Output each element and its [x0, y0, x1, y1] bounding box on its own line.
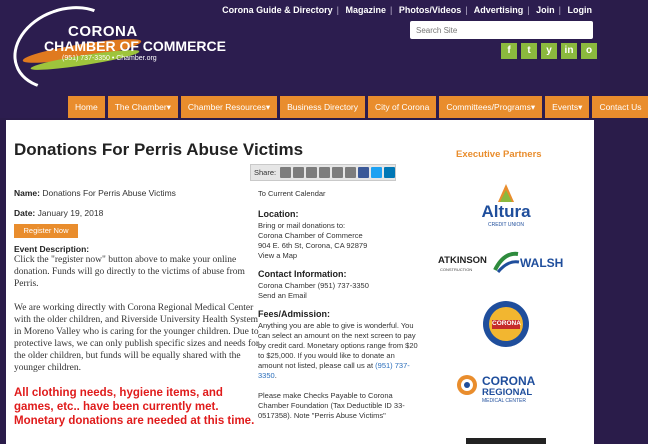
nav-chamber-resources[interactable]: Chamber Resources▾ [181, 96, 277, 118]
altura-logo[interactable] [436, 180, 576, 230]
top-link-guide[interactable]: Corona Guide & Directory [222, 5, 333, 15]
event-name-row [14, 188, 176, 198]
search-input[interactable] [410, 21, 593, 39]
fees-text: Anything you are able to give is wonderful. You can select an amount on the next screen to pay by credit card. Monetary options range from $20 to $25,000. If you would like to donate an amount not listed, please call us at (951) 737-3350. [258, 321, 418, 380]
share-label: Share: [254, 168, 277, 177]
bookmark-icon[interactable] [332, 167, 343, 178]
yelp-icon[interactable]: y [541, 43, 557, 59]
main-content [6, 120, 594, 444]
atkinson-sub: CONSTRUCTION [440, 267, 473, 272]
date-label: Date: [14, 208, 36, 218]
send-email-link[interactable]: Send an Email [258, 291, 307, 300]
checks-text: Please make Checks Payable to Corona Chamber Foundation (Tax Deductible ID 33-0517358). Note "Perris Abuse Victims" [258, 391, 405, 420]
share-toolbar [250, 164, 396, 181]
print-icon[interactable] [280, 167, 291, 178]
top-link-join[interactable]: Join [536, 5, 555, 15]
description-paragraph-2: We are working directly with Corona Regional Medical Center with the older children, and Riverside University Health System in Moreno Valley who is caring for the younger children. Due to protective laws, we can only publish specific sizes and needs for the older children, but funds will be equally shared with the younger children. [14, 303, 260, 373]
nav-committees-programs[interactable]: Committees/Programs▾ [439, 96, 542, 118]
contact-block [258, 269, 418, 301]
site-header [0, 0, 642, 118]
twitter-icon[interactable]: t [521, 43, 537, 59]
linkedin-share-icon[interactable] [384, 167, 395, 178]
link-icon[interactable] [345, 167, 356, 178]
nav-the-chamber[interactable]: The Chamber▾ [108, 96, 178, 118]
crmc-name: CORONA [482, 374, 536, 388]
main-nav [68, 96, 648, 118]
location-heading: Location: [258, 209, 299, 219]
fees-block [258, 309, 418, 381]
altura-sub: CREDIT UNION [487, 222, 525, 228]
nav-business-directory[interactable]: Business Directory [280, 96, 365, 118]
alert-note: All clothing needs, hygiene items, and games, etc.. have been currently met. Monetary donations are needed at this time. [14, 387, 255, 427]
email-icon[interactable] [293, 167, 304, 178]
page-title: Donations For Perris Abuse Victims [14, 140, 304, 159]
top-links: Corona Guide & Directory | Magazine | Photos/Videos | Advertising | Join | Login [222, 5, 592, 15]
fees-heading: Fees/Admission: [258, 309, 331, 319]
city-seal-text: CORONA [492, 320, 521, 327]
event-date-row [14, 208, 103, 218]
partner-logo-partial[interactable] [466, 438, 546, 444]
crmc-sub2: MEDICAL CENTER [482, 398, 526, 404]
fees-phone-link[interactable]: (951) 737-3350 [258, 361, 410, 380]
contact-heading: Contact Information: [258, 269, 347, 279]
location-block [258, 209, 418, 261]
instagram-icon[interactable]: o [581, 43, 597, 59]
crmc-sub: REGIONAL [482, 387, 533, 398]
top-link-magazine[interactable]: Magazine [345, 5, 387, 15]
altura-name: Altura [481, 202, 531, 221]
calendar-link[interactable]: To Current Calendar [258, 189, 326, 198]
logo-tagline: CHAMBER OF COMMERCE [44, 38, 226, 54]
atkinson-name: ATKINSON [438, 255, 487, 266]
nav-home[interactable]: Home [68, 96, 105, 118]
view-map-link[interactable]: View a Map [258, 251, 298, 260]
rss-icon[interactable] [306, 167, 317, 178]
description-label: Event Description: [14, 244, 90, 254]
facebook-icon[interactable]: f [501, 43, 517, 59]
city-of-corona-seal[interactable] [436, 300, 576, 352]
atkinson-walsh-logo[interactable] [436, 248, 576, 278]
facebook-share-icon[interactable] [358, 167, 369, 178]
name-value: Donations For Perris Abuse Victims [42, 188, 176, 198]
logo-name: CORONA [68, 23, 138, 40]
top-link-advertising[interactable]: Advertising [473, 5, 524, 15]
contact-text: Corona Chamber (951) 737-3350 [258, 281, 369, 290]
location-org: Corona Chamber of Commerce [258, 231, 363, 240]
calendar-icon[interactable] [319, 167, 330, 178]
walsh-swoosh-icon [494, 250, 520, 274]
crmc-mark-icon [456, 374, 478, 396]
location-text: Bring or mail donations to: [258, 221, 346, 230]
top-link-photos[interactable]: Photos/Videos [398, 5, 462, 15]
walsh-name: WALSH [520, 256, 564, 270]
nav-events[interactable]: Events▾ [545, 96, 589, 118]
location-address: 904 E. 6th St, Corona, CA 92879 [258, 241, 368, 250]
nav-city-of-corona[interactable]: City of Corona [368, 96, 436, 118]
description-paragraph-1: Click the "register now" button above to make your online donation. Funds will go directly to the victims of abuse from Perris. [14, 255, 245, 289]
top-link-login[interactable]: Login [567, 5, 592, 15]
register-now-button[interactable]: Register Now [14, 224, 78, 238]
logo-phone: (951) 737-3350 • Chamber.org [62, 55, 157, 62]
twitter-share-icon[interactable] [371, 167, 382, 178]
nav-contact-us[interactable]: Contact Us [592, 96, 648, 118]
corona-regional-logo[interactable] [436, 372, 576, 408]
linkedin-icon[interactable]: in [561, 43, 577, 59]
date-value: January 19, 2018 [37, 208, 104, 218]
name-label: Name: [14, 188, 40, 198]
executive-partners-heading: Executive Partners [456, 149, 542, 160]
